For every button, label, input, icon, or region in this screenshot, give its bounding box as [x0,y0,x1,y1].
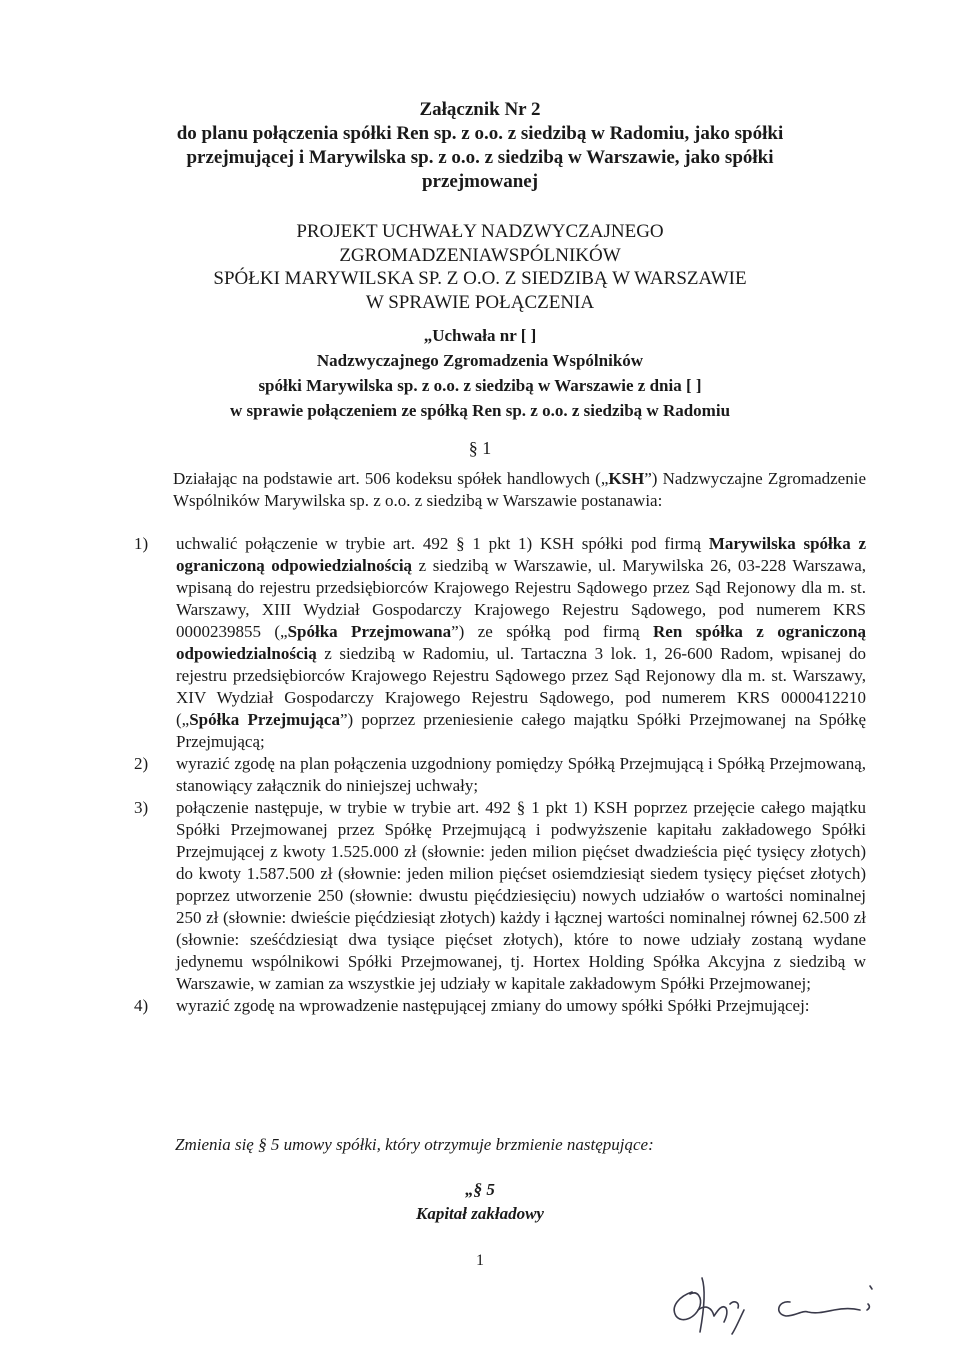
signature-stroke [730,1302,738,1308]
annex-header [150,98,810,194]
project-line: PROJEKT UCHWAŁY NADZWYCZAJNEGO [296,221,664,242]
page-number: 1 [476,1252,484,1269]
section-5-heading [380,1178,580,1226]
item-text: ”) ze spółką pod firmą [451,622,654,641]
item-number: 4) [134,996,149,1015]
item-text: z siedzibą w Warszawie, ul. Marywilska 26, 03-228 Warszawa, wpisaną do rejestru przedsiębiorców Krajowego Rejestru Sądowego przez Sąd Rejonowy dla m. st. Warszawy, XIII Wydział Gospodarczy Krajowego Rejestru Sądowego, pod numerem KRS 0000239855 („ [176,556,867,641]
item-text: wyrazić zgodę na wprowadzenie następującej zmiany do umowy spółki Spółki Przejmującej: [176,996,810,1015]
list-item [134,995,866,1017]
project-line: SPÓŁKI MARYWILSKA SP. Z O.O. Z SIEDZIBĄ W WARSZAWIE [213,268,747,289]
item-number: 1) [134,534,149,553]
signature-stroke [779,1302,860,1316]
item-number: 2) [134,754,149,773]
annex-line: przejmowanej [421,171,539,192]
annex-line: przejmującej i Marywilska sp. z o.o. z siedzibą w Warszawie, jako spółki [186,147,774,168]
annex-title: Załącznik Nr 2 [419,99,541,120]
item-number: 3) [134,798,149,817]
amendment-line: Zmienia się § 5 umowy spółki, który otrzymuje brzmienie następujące: [175,1135,654,1154]
list-item [134,533,866,753]
signature-image [640,1270,890,1340]
item-bold: Ren spółka z ograniczoną odpowiedzialnością [176,622,866,663]
project-title [150,220,810,314]
resolution-line: Nadzwyczajnego Zgromadzenia Wspólników [316,351,644,370]
signature-stroke [870,1286,872,1289]
list-item [134,797,866,995]
signature-stroke [867,1304,869,1310]
item-text: ”) poprzez przeniesienie całego majątku Spółki Przejmowanej na Spółkę Przejmującą; [176,710,866,751]
item-text: wyrazić zgodę na plan połączenia uzgodniony pomiędzy Spółką Przejmującą i Spółką Przejmowaną, stanowiący załącznik do niniejszej uchwały; [176,754,866,795]
project-line: W SPRAWIE POŁĄCZENIA [365,291,595,313]
item-text: połączenie następuje, w trybie w trybie art. 492 § 1 pkt 1) KSH poprzez przejęcie całego majątku Spółki Przejmowanej przez Spółkę Przejmującą i podwyższenie kapitału zakładowego Spółki Przejmującej z kwoty 1.525.000 zł (słownie: jeden milion pięćset dwadzieścia pięć tysięcy złotych) do kwoty 1.587.500 zł (słownie: jeden milion pięćset osiemdziesiąt siedem tysięcy pięćset złotych) poprzez utworzenie 250 (słownie: dwustu pięćdziesięciu) nowych udziałów o wartości nominalnej 250 zł (słownie: dwieście pięćdziesiąt złotych) każdy i łącznej wartości nominalnej równej 62.500 zł (słownie: sześćdziesiąt dwa tysiące pięćset złotych), które to nowe udziały zostaną wydane jedynemu wspólnikowi Spółki Przejmowanej, tj. Hortex Holding Spółka Akcyjna z siedzibą w Warszawie, w zamian za wszystkie jej udziały w kapitale zakładowym Spółki Przejmowanej; [176,798,866,993]
intro-text: ”) Nadzwyczajne Zgromadzenie Wspólników Marywilska sp. z o.o. z siedzibą w Warszawie postanawia: [173,469,866,510]
annex-line: do planu połączenia spółki Ren sp. z o.o. z siedzibą w Radomiu, jako spółki [176,123,784,144]
resolution-items [134,533,866,1017]
signature-stroke [732,1310,744,1334]
project-line: ZGROMADZENIAWSPÓLNIKÓW [339,244,621,266]
resolution-line: w sprawie połączeniem ze spółką Ren sp. z o.o. z siedzibą w Radomiu [229,401,731,420]
signature-stroke [674,1292,700,1320]
item-bold: Spółka Przejmująca [189,710,340,729]
intro-paragraph [173,468,866,512]
list-item [134,753,866,797]
item-text: uchwalić połączenie w trybie art. 492 § 1 pkt 1) KSH spółki pod firmą [176,534,709,553]
item-bold: Marywilska spółka z ograniczoną odpowiedzialnością [176,534,866,575]
intro-text: Działając na podstawie art. 506 kodeksu spółek handlowych („ [173,469,609,488]
section-heading: § 1 [468,438,492,458]
section-5-subtitle: Kapitał zakładowy [416,1204,544,1223]
section-5-title: „§ 5 [465,1180,495,1199]
resolution-heading [150,323,810,423]
resolution-line: spółki Marywilska sp. z o.o. z siedzibą w Warszawie z dnia [ ] [258,376,702,395]
item-bold: Spółka Przejmowana [287,622,452,641]
intro-bold: KSH [608,469,645,488]
resolution-line: „Uchwała nr [ ] [423,326,537,345]
item-text: z siedzibą w Radomiu, ul. Tartaczna 3 lok. 1, 26-600 Radom, wpisanej do rejestru przedsiębiorców Krajowego Rejestru Sądowego przez Sąd Rejonowy dla m. st. Warszawy, XIV Wydział Gospodarczy Krajowego Rejestru Sądowego, pod numerem KRS 0000412210 („ [176,644,866,729]
